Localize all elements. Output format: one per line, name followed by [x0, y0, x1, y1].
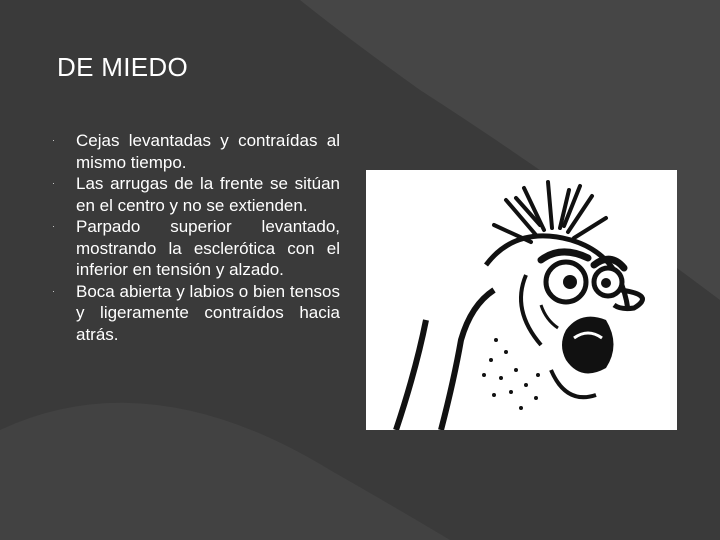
bullet-list	[52, 130, 340, 345]
bullet-text: Parpado superior levantado, mostrando la esclerótica con el inferior en tensión y alzado.	[76, 217, 340, 279]
frightened-face-icon	[366, 170, 677, 430]
frightened-face-illustration	[366, 170, 677, 430]
bullet-text: Boca abierta y labios o bien tensos y ligeramente contraídos hacia atrás.	[76, 281, 340, 344]
bullet-text: Las arrugas de la frente se sitúan en el centro y no se extienden.	[76, 174, 340, 215]
bullet-dot-icon: ·	[52, 285, 55, 296]
slide-title: DE MIEDO	[57, 52, 188, 82]
bullet-dot-icon: ·	[52, 135, 55, 145]
bullet-dot-icon: ·	[52, 178, 55, 188]
bullet-item	[52, 281, 340, 346]
bullet-text: Cejas levantadas y contraídas al mismo tiempo.	[76, 131, 340, 172]
bullet-item	[52, 216, 340, 281]
bullet-item	[52, 173, 340, 216]
bullet-item	[52, 130, 340, 173]
bullet-dot-icon: ·	[52, 221, 55, 231]
